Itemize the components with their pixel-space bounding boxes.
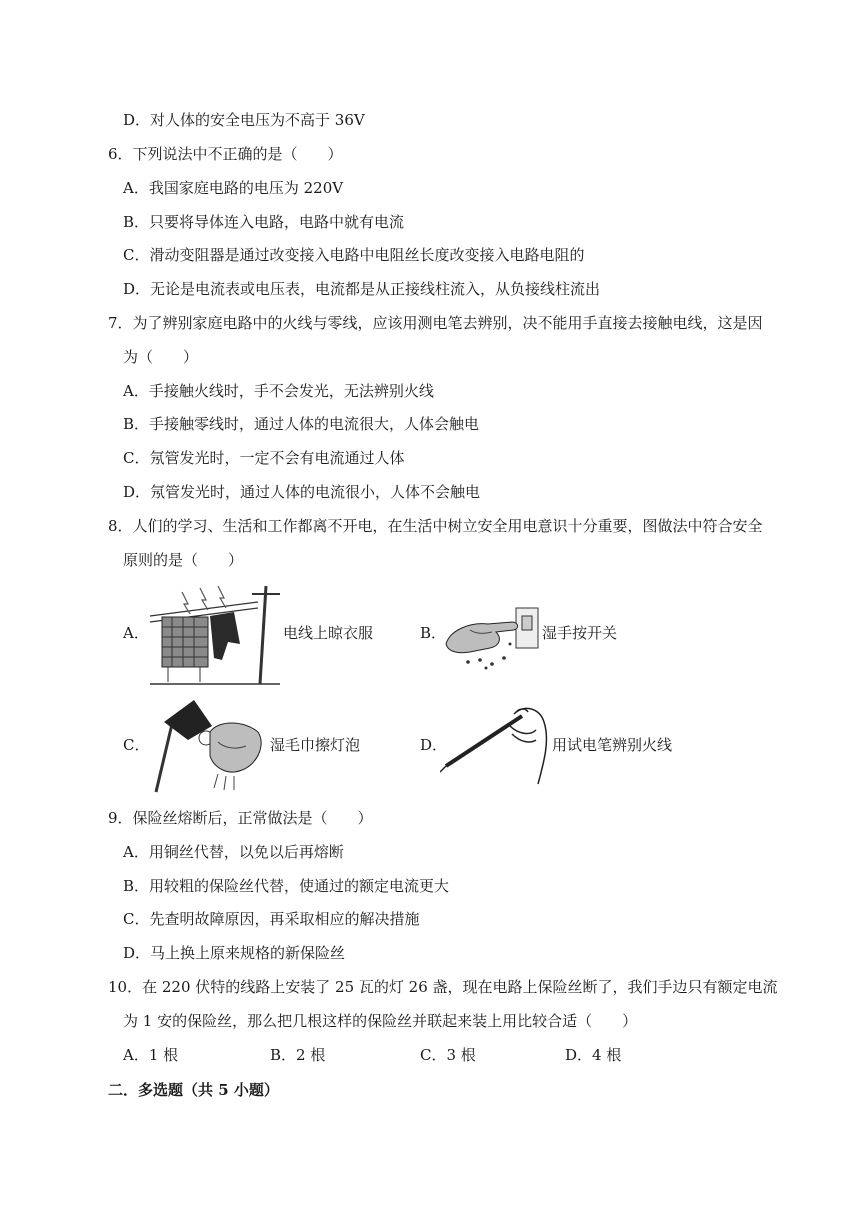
q10-option-d: D．4 根 bbox=[565, 1046, 622, 1064]
question-8: 8．人们的学习、生活和工作都离不开电，在生活中树立安全用电意识十分重要，图做法中符合安全 bbox=[108, 517, 763, 535]
question-10-continued: 为 1 安的保险丝，那么把几根这样的保险丝并联起来装上用比较合适（ ） bbox=[123, 1012, 638, 1030]
q8-option-d-caption: 用试电笔辨别火线 bbox=[552, 736, 673, 754]
q9-option-b: B．用较粗的保险丝代替，使通过的额定电流更大 bbox=[123, 877, 450, 895]
q10-option-c: C．3 根 bbox=[420, 1046, 476, 1064]
q7-option-a: A．手接触火线时，手不会发光，无法辨别火线 bbox=[123, 382, 434, 400]
clothes-on-power-line-picture bbox=[148, 582, 282, 688]
question-6: 6．下列说法中不正确的是（ ） bbox=[108, 145, 343, 163]
q7-option-b: B．手接触零线时，通过人体的电流很大，人体会触电 bbox=[123, 415, 480, 433]
q7-option-d: D．氖管发光时，通过人体的电流很小，人体不会触电 bbox=[123, 483, 481, 501]
test-pen-picture bbox=[440, 700, 552, 788]
q6-option-d: D．无论是电流表或电压表，电流都是从正接线柱流入，从负接线柱流出 bbox=[123, 280, 601, 298]
section-multiple-choice-heading: 二．多选题（共 5 小题） bbox=[108, 1081, 279, 1099]
q9-option-c: C．先查明故障原因，再采取相应的解决措施 bbox=[123, 910, 420, 928]
q7-option-c: C．氖管发光时，一定不会有电流通过人体 bbox=[123, 449, 405, 467]
q8-option-b-caption: 湿手按开关 bbox=[542, 624, 618, 642]
question-7: 7．为了辨别家庭电路中的火线与零线，应该用测电笔去辨别，决不能用手直接去接触电线，这是因 bbox=[108, 314, 763, 332]
question-9: 9．保险丝熔断后，正常做法是（ ） bbox=[108, 809, 373, 827]
q5-option-d: D．对人体的安全电压为不高于 36V bbox=[123, 111, 365, 129]
question-7-continued: 为（ ） bbox=[123, 348, 199, 366]
q8-option-a-caption: 电线上晾衣服 bbox=[283, 624, 374, 642]
q10-option-a: A．1 根 bbox=[123, 1046, 179, 1064]
wet-towel-lamp-picture bbox=[148, 698, 266, 794]
q9-option-a: A．用铜丝代替，以免以后再熔断 bbox=[123, 843, 344, 861]
q6-option-b: B．只要将导体连入电路，电路中就有电流 bbox=[123, 213, 405, 231]
question-8-continued: 原则的是（ ） bbox=[123, 551, 244, 569]
q8-option-b-letter: B． bbox=[420, 624, 447, 642]
q6-option-c: C．滑动变阻器是通过改变接入电路中电阻丝长度改变接入电路电阻的 bbox=[123, 246, 585, 264]
q9-option-d: D．马上换上原来规格的新保险丝 bbox=[123, 944, 346, 962]
q6-option-a: A．我国家庭电路的电压为 220V bbox=[123, 179, 344, 197]
q8-option-c-letter: C． bbox=[123, 736, 150, 754]
question-10: 10．在 220 伏特的线路上安装了 25 瓦的灯 26 盏，现在电路上保险丝断了，我们手边只有额定电流 bbox=[108, 978, 778, 996]
q8-option-c-caption: 湿毛巾擦灯泡 bbox=[270, 736, 361, 754]
q8-option-d-letter: D． bbox=[420, 736, 448, 754]
wet-hand-switch-picture bbox=[440, 600, 540, 670]
q10-option-b: B．2 根 bbox=[270, 1046, 326, 1064]
q8-option-a-letter: A． bbox=[123, 624, 149, 642]
